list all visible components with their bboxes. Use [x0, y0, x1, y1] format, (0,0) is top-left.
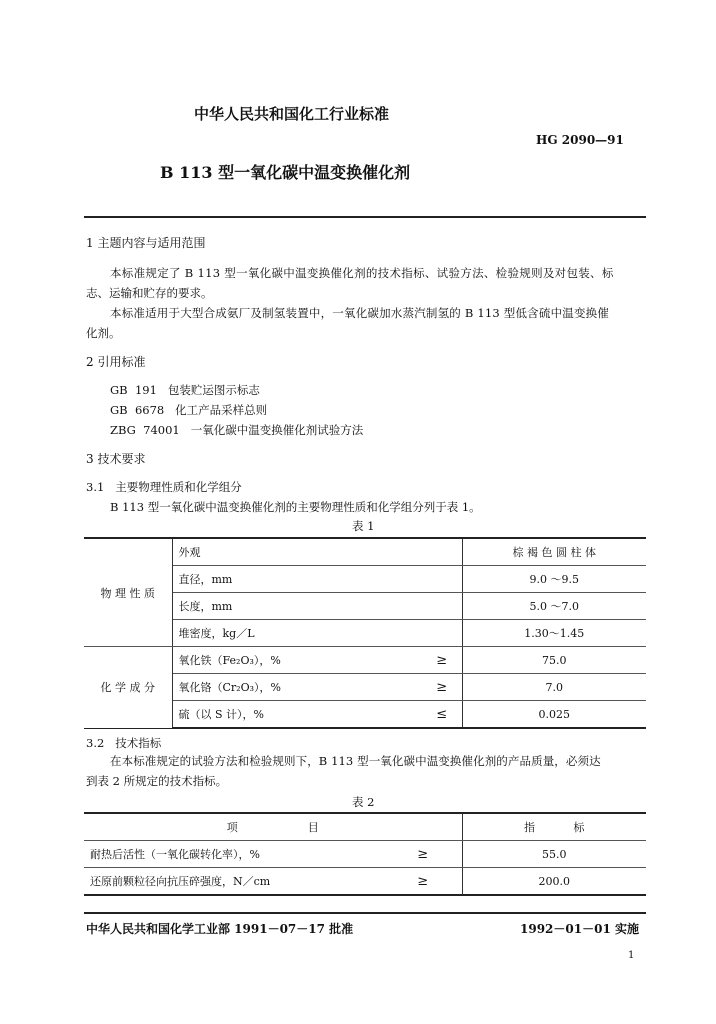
table2-row-value: 55.0	[462, 841, 646, 868]
footer-rule	[84, 912, 646, 914]
table1-row-sym	[422, 593, 462, 620]
section31-text: B 113 型一氧化碳中温变换催化剂的主要物理性质和化学组分列于表 1。	[110, 500, 481, 514]
table2	[84, 814, 646, 896]
table1-row-sym: ≤	[422, 701, 462, 729]
section32-heading: 3.2 技术指标	[86, 736, 162, 750]
header-rule	[84, 216, 646, 218]
table1-row-sym	[422, 539, 462, 566]
table1-group-chemical: 化 学 成 分	[84, 647, 172, 729]
table2-header-spec: 指 标	[462, 814, 646, 841]
reference-item: GB 191 包装贮运图示标志	[110, 383, 260, 397]
table1-row-name: 氧化铁（Fe₂O₃），%	[172, 647, 422, 674]
reference-item: ZBG 74001 一氧化碳中温变换催化剂试验方法	[110, 423, 364, 437]
footer-effective: 1992－01－01 实施	[520, 922, 639, 936]
table1-caption: 表 1	[352, 519, 375, 533]
section32-text-a: 在本标准规定的试验方法和检验规则下，B 113 型一氧化碳中温变换催化剂的产品质量，必须达	[110, 754, 601, 768]
table2-row-sym: ≥	[384, 841, 462, 868]
table1	[84, 539, 646, 729]
table1-row-sym	[422, 566, 462, 593]
standard-org: 中华人民共和国化工行业标准	[194, 105, 390, 123]
section1-p2a: 本标准适用于大型合成氨厂及制氢装置中，一氧化碳加水蒸汽制氢的 B 113 型低含硫中温变换催	[110, 306, 610, 320]
section1-p1b: 志、运输和贮存的要求。	[86, 286, 213, 300]
table1-row-value: 棕 褐 色 圆 柱 体	[462, 539, 646, 566]
section31-heading: 3.1 主要物理性质和化学组分	[86, 480, 242, 494]
table2-caption: 表 2	[352, 795, 375, 809]
table1-row-name: 外观	[172, 539, 422, 566]
table2-row-name: 还原前颗粒径向抗压碎强度，N／cm	[84, 868, 384, 896]
section1-p1a: 本标准规定了 B 113 型一氧化碳中温变换催化剂的技术指标、试验方法、检验规则及对包装、标	[110, 266, 614, 280]
section3-heading: 3 技术要求	[86, 452, 146, 466]
table1-row-value: 1.30～1.45	[462, 620, 646, 647]
table2-row-sym: ≥	[384, 868, 462, 896]
table2-header-item: 项 目	[84, 814, 462, 841]
table1-row-value: 0.025	[462, 701, 646, 729]
table1-row-sym: ≥	[422, 674, 462, 701]
table1-row-sym: ≥	[422, 647, 462, 674]
section1-heading: 1 主题内容与适用范围	[86, 236, 206, 250]
table1-row-value: 9.0 ～9.5	[462, 566, 646, 593]
section2-heading: 2 引用标准	[86, 355, 146, 369]
table1-row-value: 7.0	[462, 674, 646, 701]
table1-row-name: 长度，mm	[172, 593, 422, 620]
table1-row-name: 直径，mm	[172, 566, 422, 593]
section32-text-b: 到表 2 所规定的技术指标。	[86, 774, 228, 788]
table2-row-name: 耐热后活性（一氧化碳转化率），%	[84, 841, 384, 868]
table1-row-value: 75.0	[462, 647, 646, 674]
table1-group-physical: 物 理 性 质	[84, 539, 172, 647]
table2-row-value: 200.0	[462, 868, 646, 896]
table1-row-name: 氧化铬（Cr₂O₃），%	[172, 674, 422, 701]
document-title: B 113 型一氧化碳中温变换催化剂	[160, 163, 411, 182]
reference-item: GB 6678 化工产品采样总则	[110, 403, 268, 417]
section1-p2b: 化剂。	[86, 326, 121, 340]
footer-approval: 中华人民共和国化学工业部 1991－07－17 批准	[86, 922, 354, 936]
standard-code: HG 2090—91	[536, 133, 624, 147]
table1-row-value: 5.0 ～7.0	[462, 593, 646, 620]
table1-row-name: 硫（以 S 计），%	[172, 701, 422, 729]
table1-row-name: 堆密度，kg／L	[172, 620, 422, 647]
page-number: 1	[628, 950, 635, 961]
table1-row-sym	[422, 620, 462, 647]
